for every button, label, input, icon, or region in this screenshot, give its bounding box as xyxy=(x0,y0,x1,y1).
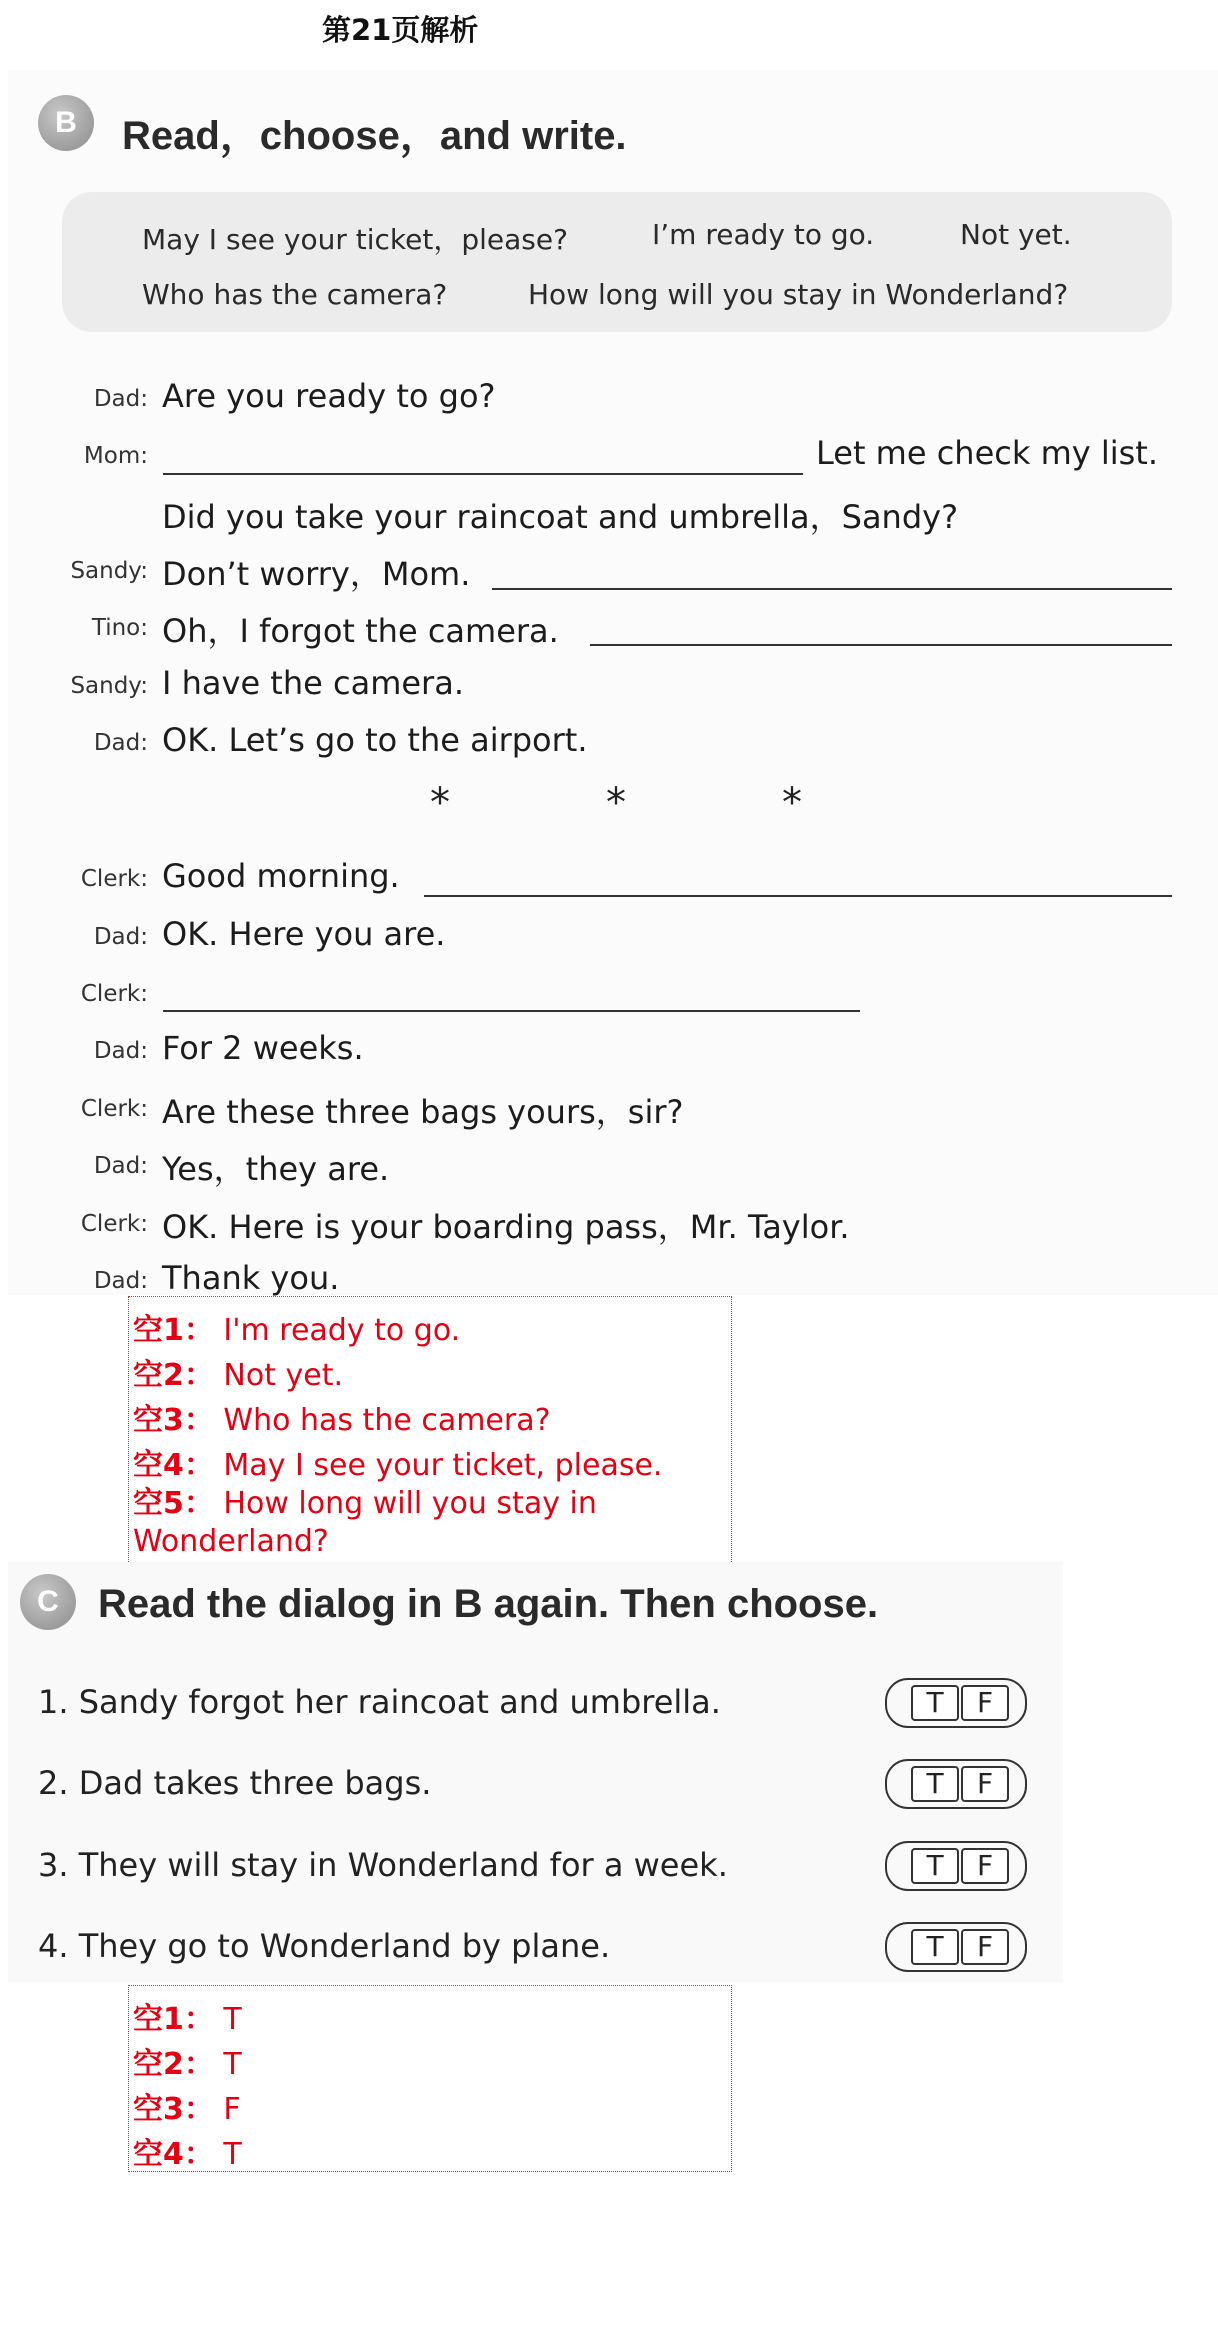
speaker-label: Dad: xyxy=(93,1268,148,1294)
speaker-label: Dad: xyxy=(93,1153,148,1179)
true-option[interactable]: T xyxy=(911,1848,959,1884)
answer-line: 空1： T xyxy=(133,2002,242,2037)
dialog-line: Did you take your raincoat and umbrella，Sandy? xyxy=(162,498,959,536)
speaker-label: Tino: xyxy=(91,615,148,641)
speaker-label: Dad: xyxy=(93,730,148,756)
answer-line: 空3： F xyxy=(133,2092,241,2127)
answer-line: 空2： Not yet. xyxy=(133,1358,344,1393)
answer-blank xyxy=(590,644,1172,646)
answer-blank xyxy=(424,895,1172,897)
speaker-label: Clerk: xyxy=(80,981,148,1007)
dialog-line: Good morning. xyxy=(162,857,400,895)
dialog-line: Don’t worry，Mom. xyxy=(162,555,471,593)
answer-line: 空3： Who has the camera? xyxy=(133,1403,551,1438)
answer-blank xyxy=(163,473,803,475)
answer-line: 空1： I'm ready to go. xyxy=(133,1313,461,1348)
section-c-title: Read the dialog in B again. Then choose. xyxy=(98,1582,879,1626)
dialog-line: OK. Let’s go to the airport. xyxy=(162,721,588,759)
separator-star: * xyxy=(782,780,802,826)
dialog-line: Thank you. xyxy=(162,1259,340,1297)
section-b-badge: B xyxy=(38,95,94,151)
dialog-line: I have the camera. xyxy=(162,664,464,702)
false-option[interactable]: F xyxy=(961,1766,1009,1802)
question-text: 3. They will stay in Wonderland for a week. xyxy=(38,1846,728,1884)
true-option[interactable]: T xyxy=(911,1766,959,1802)
choice-item: Who has the camera? xyxy=(142,278,448,311)
section-b-title: Read，choose，and write. xyxy=(122,114,627,158)
section-c-answer-box xyxy=(128,1985,732,2172)
speaker-label: Mom: xyxy=(83,443,148,469)
choice-item: May I see your ticket，please? xyxy=(142,223,568,256)
true-false-choice[interactable] xyxy=(885,1841,1027,1891)
true-option[interactable]: T xyxy=(911,1929,959,1965)
question-text: 1. Sandy forgot her raincoat and umbrella. xyxy=(38,1683,721,1721)
dialog-line: OK. Here is your boarding pass，Mr. Taylor. xyxy=(162,1208,850,1246)
speaker-label: Clerk: xyxy=(80,1096,148,1122)
false-option[interactable]: F xyxy=(961,1848,1009,1884)
speaker-label: Dad: xyxy=(93,924,148,950)
true-false-choice[interactable] xyxy=(885,1759,1027,1809)
speaker-label: Dad: xyxy=(93,386,148,412)
speaker-label: Clerk: xyxy=(80,1211,148,1237)
speaker-label: Clerk: xyxy=(80,866,148,892)
speaker-label: Dad: xyxy=(93,1038,148,1064)
dialog-line: For 2 weeks. xyxy=(162,1029,364,1067)
choice-item: I’m ready to go. xyxy=(652,218,875,251)
dialog-line: Let me check my list. xyxy=(816,434,1159,472)
dialog-line: Yes，they are. xyxy=(162,1150,390,1188)
true-false-choice[interactable] xyxy=(885,1922,1027,1972)
speaker-label: Sandy: xyxy=(70,673,148,699)
word-choice-box xyxy=(62,192,1172,332)
page-title: 第21页解析 xyxy=(322,13,479,47)
dialog-line: Are these three bags yours，sir? xyxy=(162,1093,684,1131)
answer-blank xyxy=(492,588,1172,590)
answer-line: 空2： T xyxy=(133,2047,242,2082)
true-option[interactable]: T xyxy=(911,1685,959,1721)
section-b-answer-box xyxy=(128,1296,732,1566)
separator-star: * xyxy=(606,780,626,826)
true-false-choice[interactable] xyxy=(885,1678,1027,1728)
separator-star: * xyxy=(430,780,450,826)
choice-item: Not yet. xyxy=(960,218,1072,251)
question-text: 4. They go to Wonderland by plane. xyxy=(38,1927,611,1965)
answer-line: 空5： How long will you stay in Wonderland? xyxy=(133,1486,597,1559)
answer-line: 空4： T xyxy=(133,2137,242,2172)
speaker-label: Sandy: xyxy=(70,558,148,584)
dialog-line: Are you ready to go? xyxy=(162,377,496,415)
dialog-line: Oh，I forgot the camera. xyxy=(162,612,559,650)
answer-line: 空4： May I see your ticket, please. xyxy=(133,1448,663,1483)
answer-blank xyxy=(163,1010,860,1012)
question-text: 2. Dad takes three bags. xyxy=(38,1764,432,1802)
false-option[interactable]: F xyxy=(961,1685,1009,1721)
choice-item: How long will you stay in Wonderland? xyxy=(528,278,1069,311)
false-option[interactable]: F xyxy=(961,1929,1009,1965)
dialog-line: OK. Here you are. xyxy=(162,915,446,953)
section-c-badge: C xyxy=(20,1574,76,1630)
